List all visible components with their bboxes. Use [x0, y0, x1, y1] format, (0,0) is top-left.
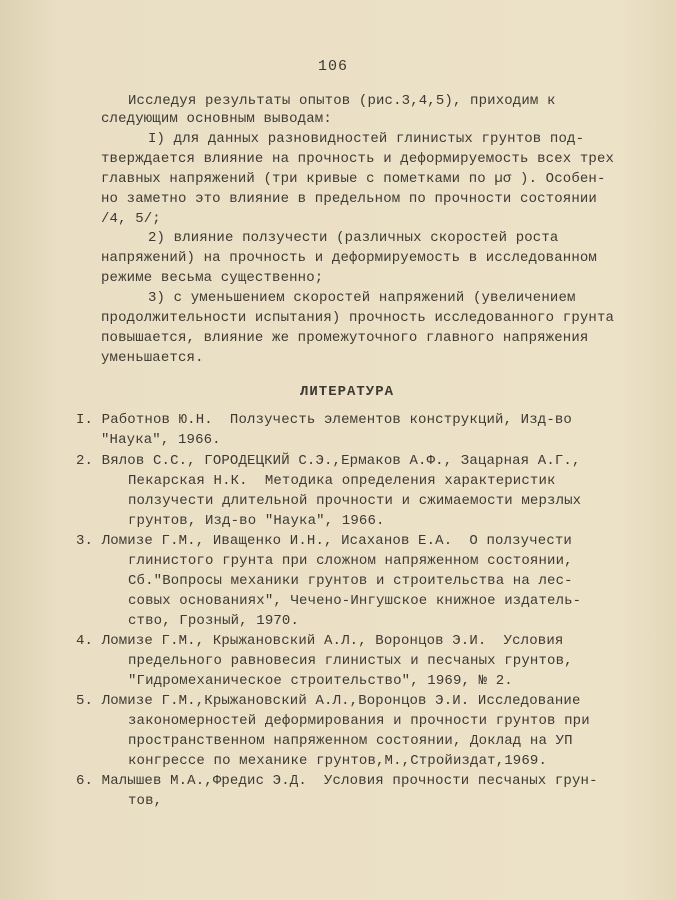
body-line: 3) с уменьшением скоростей напряжений (увеличением	[148, 290, 576, 306]
literature-heading: ЛИТЕРАТУРА	[300, 384, 395, 400]
reference-line: 3. Ломизе Г.М., Иващенко И.Н., Исаханов Е.А. О ползучести	[76, 533, 572, 549]
body-line: /4, 5/;	[101, 211, 161, 227]
reference-line: пространственном напряженном состоянии, Доклад на УП	[128, 733, 573, 749]
reference-line: конгрессе по механике грунтов,М.,Стройиздат,1969.	[128, 753, 548, 769]
body-line: Исследуя результаты опытов (рис.3,4,5), приходим к	[128, 93, 556, 109]
reference-line: совых основаниях", Чечено-Ингушское книжное издатель-	[128, 593, 582, 609]
body-line: 2) влияние ползучести (различных скоростей роста	[148, 230, 559, 246]
reference-line: Пекарская Н.К. Методика определения характеристик	[128, 473, 556, 489]
body-line: повышается, влияние же промежуточного главного напряжения	[101, 330, 589, 346]
reference-line: 4. Ломизе Г.М., Крыжановский А.Л., Воронцов Э.И. Условия	[76, 633, 564, 649]
body-line: тверждается влияние на прочность и деформируемость всех трех	[101, 151, 615, 167]
body-line: напряжений) на прочность и деформируемость в исследованном	[101, 250, 597, 266]
body-line: главных напряжений (три кривые с пометками по µσ ). Особен-	[101, 171, 606, 187]
body-line: режиме весьма существенно;	[101, 270, 324, 286]
reference-line: ство, Грозный, 1970.	[128, 613, 300, 629]
body-line: но заметно это влияние в предельном по прочности состоянии	[101, 191, 597, 207]
reference-line: 5. Ломизе Г.М.,Крыжановский А.Л.,Воронцов Э.И. Исследование	[76, 693, 581, 709]
reference-line: Сб."Вопросы механики грунтов и строительства на лес-	[128, 573, 573, 589]
reference-line: грунтов, Изд-во "Наука", 1966.	[128, 513, 385, 529]
reference-line: предельного равновесия глинистых и песчаных грунтов,	[128, 653, 573, 669]
reference-line: 6. Малышев М.А.,Фредис Э.Д. Условия прочности песчаных грун-	[76, 773, 598, 789]
reference-line: глинистого грунта при сложном напряженном состоянии,	[128, 553, 573, 569]
reference-line: "Наука", 1966.	[101, 432, 221, 448]
body-line: продолжительности испытания) прочность исследованного грунта	[101, 310, 615, 326]
reference-line: ползучести длительной прочности и сжимаемости мерзлых	[128, 493, 582, 509]
reference-line: "Гидромеханическое строительство", 1969, № 2.	[128, 673, 513, 689]
reference-line: закономерностей деформирования и прочности грунтов при	[128, 713, 590, 729]
reference-line: тов,	[128, 793, 163, 809]
reference-line: I. Работнов Ю.Н. Ползучесть элементов конструкций, Изд-во	[76, 412, 572, 428]
body-line: I) для данных разновидностей глинистых грунтов под-	[148, 131, 585, 147]
page-number: 106	[318, 58, 349, 75]
body-line: следующим основным выводам:	[101, 111, 332, 127]
reference-line: 2. Вялов С.С., ГОРОДЕЦКИЙ С.Э.,Ермаков А.Ф., Зацарная А.Г.,	[76, 453, 581, 469]
body-line: уменьшается.	[101, 350, 204, 366]
